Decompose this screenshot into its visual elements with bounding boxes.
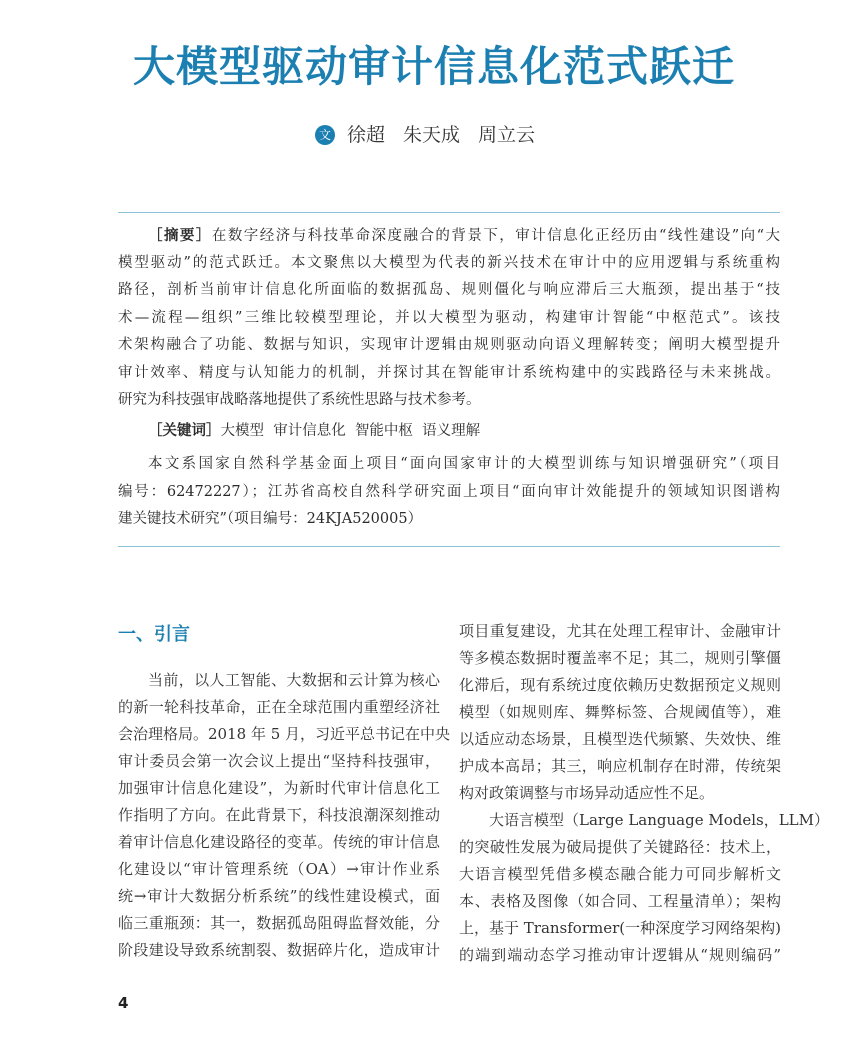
section-heading: 一、引言: [118, 624, 190, 645]
keywords: [118, 417, 780, 445]
keyword: 智能中枢: [354, 423, 413, 439]
body-column-left: [118, 667, 451, 964]
body-line: 等多模态数据时覆盖率不足；其二，规则引擎僵: [459, 649, 781, 667]
body-line: 大语言模型（Large Language Models，LLM）: [489, 811, 829, 829]
body-line: 的新一轮科技革命，正在全球范围内重塑经济社: [118, 698, 440, 716]
body-line: 大语言模型凭借多模态融合能力可同步解析文: [459, 865, 781, 883]
body-line: 的突破性发展为破局提供了关键路径：技术上，: [459, 838, 781, 856]
divider-top: [118, 212, 780, 213]
keyword: 大模型: [220, 423, 264, 439]
body-line: 模型（如规则库、舞弊标签、合规阈值等），难: [459, 703, 781, 721]
body-line: 会治理格局。2018 年 5 月，习近平总书记在中央: [118, 725, 451, 743]
body-line: 项目重复建设，尤其在处理工程审计、金融审计: [459, 622, 781, 640]
author-name: 徐超: [346, 124, 385, 146]
author-badge-icon: 文: [315, 125, 335, 145]
body-line: 审计委员会第一次会议上提出“坚持科技强审，: [118, 752, 440, 770]
body-line: 上，基于 Transformer(一种深度学习网络架构): [459, 919, 781, 937]
abstract-line: 模型驱动”的范式跃迁。本文聚焦以大模型为代表的新兴技术在审计中的应用逻辑与系统重构: [118, 254, 780, 271]
author-name: 朱天成: [402, 124, 460, 146]
keyword: 审计信息化: [273, 423, 346, 439]
abstract-text: 在数字经济与科技革命深度融合的背景下，审计信息化正经历由“线性建设”向“大: [211, 228, 780, 244]
keyword: 语义理解: [422, 423, 481, 439]
abstract-line: 路径，剖析当前审计信息化所面临的数据孤岛、规则僵化与响应滞后三大瓶颈，提出基于“技: [118, 282, 780, 298]
body-line: 的端到端动态学习推动审计逻辑从“规则编码”: [459, 946, 781, 964]
body-line: 临三重瓶颈：其一，数据孤岛阻碍监督效能，分: [118, 914, 440, 932]
body-column-right: [459, 618, 829, 969]
body-line: 化建设以“审计管理系统（OA）→审计作业系: [118, 860, 440, 878]
byline: [0, 120, 868, 147]
article-title: 大模型驱动审计信息化范式跃迁: [132, 42, 735, 91]
body-line: 护成本高昂；其三，响应机制存在时滞，传统架: [459, 757, 781, 775]
body-line: 以适应动态场景，且模型迭代频繁、失效快、维: [459, 730, 781, 748]
body-line: 化滞后，现有系统过度依赖历史数据预定义规则: [459, 676, 781, 694]
body-line: 当前，以人工智能、大数据和云计算为核心: [148, 671, 440, 689]
author-name: 周立云: [478, 124, 536, 146]
body-line: 加强审计信息化建设”，为新时代审计信息化工: [118, 779, 440, 797]
body-line: 本、表格及图像（如合同、工程量清单）；架构: [459, 892, 781, 910]
funding-line: 编号：62472227）；江苏省高校自然科学研究面上项目“面向审计效能提升的领域知识图谱构: [118, 483, 780, 500]
body-line: 构对政策调整与市场异动适应性不足。: [459, 784, 715, 802]
page-number: 4: [118, 994, 129, 1012]
funding-note: [118, 451, 780, 534]
abstract-line: [118, 222, 780, 250]
abstract-line: 术架构融合了功能、数据与知识，实现审计逻辑由规则驱动向语义理解转变；阐明大模型提升: [118, 337, 780, 353]
body-line: 阶段建设导致系统割裂、数据碎片化，造成审计: [118, 941, 440, 959]
divider-bottom: [118, 546, 780, 547]
abstract-line: 审计效率、精度与认知能力的机制，并探讨其在智能审计系统构建中的实践路径与未来挑战。: [118, 364, 780, 381]
abstract-line: 研究为科技强审战略落地提供了系统性思路与技术参考。: [118, 392, 481, 408]
body-line: 统→审计大数据分析系统”的线性建设模式，面: [118, 887, 440, 905]
body-line: 作指明了方向。在此背景下，科技浪潮深刻推动: [118, 806, 440, 824]
abstract-label: ［摘要］: [148, 227, 212, 244]
abstract: [118, 222, 780, 415]
funding-line: 建关键技术研究”（项目编号：24KJA520005）: [118, 511, 423, 527]
abstract-line: 术—流程—组织”三维比较模型理论，并以大模型为驱动，构建审计智能“中枢范式”。该技: [118, 309, 780, 326]
body-line: 着审计信息化建设路径的变革。传统的审计信息: [118, 833, 440, 851]
funding-line: 本文系国家自然科学基金面上项目“面向国家审计的大模型训练与知识增强研究”（项目: [148, 456, 780, 472]
keywords-label: ［关键词］: [148, 422, 221, 439]
